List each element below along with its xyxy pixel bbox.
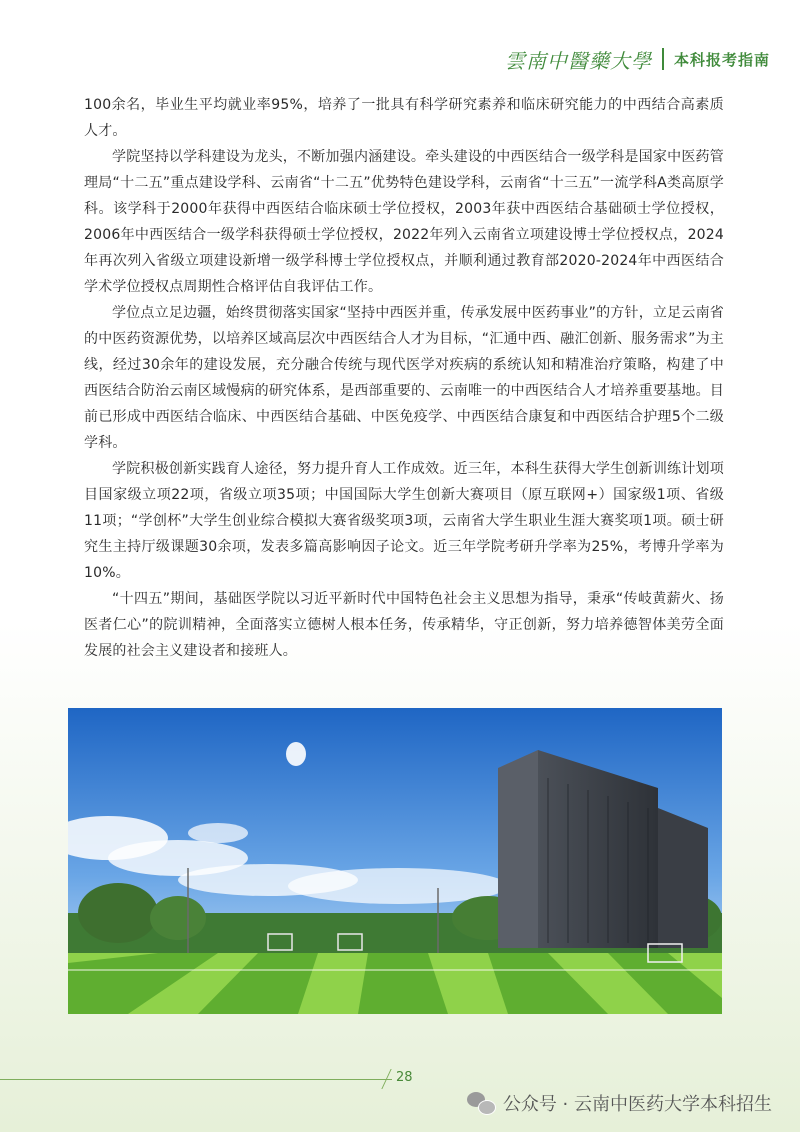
footer-divider: [0, 1079, 392, 1080]
watermark-text: 公众号 · 云南中医药大学本科招生: [502, 1094, 772, 1115]
page-header: [505, 44, 770, 74]
guide-title: 本科报考指南: [673, 50, 770, 69]
campus-photo: [68, 708, 722, 1014]
header-divider: [662, 48, 664, 70]
paragraph-3: 学位点立足边疆，始终贯彻落实国家“坚持中西医并重，传承发展中医药事业”的方针，立足云南省的中医药资源优势，以培养区域高层次中西医结合人才为目标，“汇通中西、融汇创新、服务需求”为主线，经过30余年的建设发展，充分融合传统与现代医学对疾病的系统认知和精准治疗策略，构建了中西医结合防治云南区域慢病的研究体系，是西部重要的、云南唯一的中西医结合人才培养重要基地。目前已形成中西医结合临床、中西医结合基础、中医免疫学、中西医结合康复和中西医结合护理5个二级学科。: [84, 305, 724, 451]
paragraph-5: “十四五”期间，基础医学院以习近平新时代中国特色社会主义思想为指导，秉承“传岐黄薪火、扬医者仁心”的院训精神，全面落实立德树人根本任务，传承精华，守正创新，努力培养德智体美劳全面发展的社会主义建设者和接班人。: [84, 591, 724, 659]
watermark: [467, 1090, 772, 1116]
page-number: 28: [396, 1070, 413, 1085]
wechat-icon: [467, 1092, 495, 1114]
article-body: [84, 92, 724, 664]
paragraph-4: 学院积极创新实践育人途径，努力提升育人工作成效。近三年，本科生获得大学生创新训练计划项目国家级立项22项，省级立项35项；中国国际大学生创新大赛项目（原互联网+）国家级1项、省级11项；“学创杯”大学生创业综合模拟大赛省级奖项3项，云南省大学生职业生涯大赛奖项1项。硕士研究生主持厅级课题30余项，发表多篇高影响因子论文。近三年学院考研升学率为25%，考博升学率为10%。: [84, 461, 724, 581]
paragraph-2: 学院坚持以学科建设为龙头，不断加强内涵建设。牵头建设的中西医结合一级学科是国家中医药管理局“十二五”重点建设学科、云南省“十二五”优势特色建设学科，云南省“十三五”一流学科A类高原学科。该学科于2000年获得中西医结合临床硕士学位授权，2003年获中西医结合基础硕士学位授权，2006年中西医结合一级学科获得硕士学位授权，2022年列入云南省立项建设博士学位授权点，2024年再次列入省级立项建设新增一级学科博士学位授权点，并顺利通过教育部2020-2024年中西医结合学术学位授权点周期性合格评估自我评估工作。: [84, 149, 724, 295]
campus-photo-illustration: [68, 708, 722, 1014]
school-name: 雲南中醫藥大學: [504, 48, 652, 73]
paragraph-1: 100余名，毕业生平均就业率95%，培养了一批具有科学研究素养和临床研究能力的中西结合高素质人才。: [84, 97, 724, 139]
